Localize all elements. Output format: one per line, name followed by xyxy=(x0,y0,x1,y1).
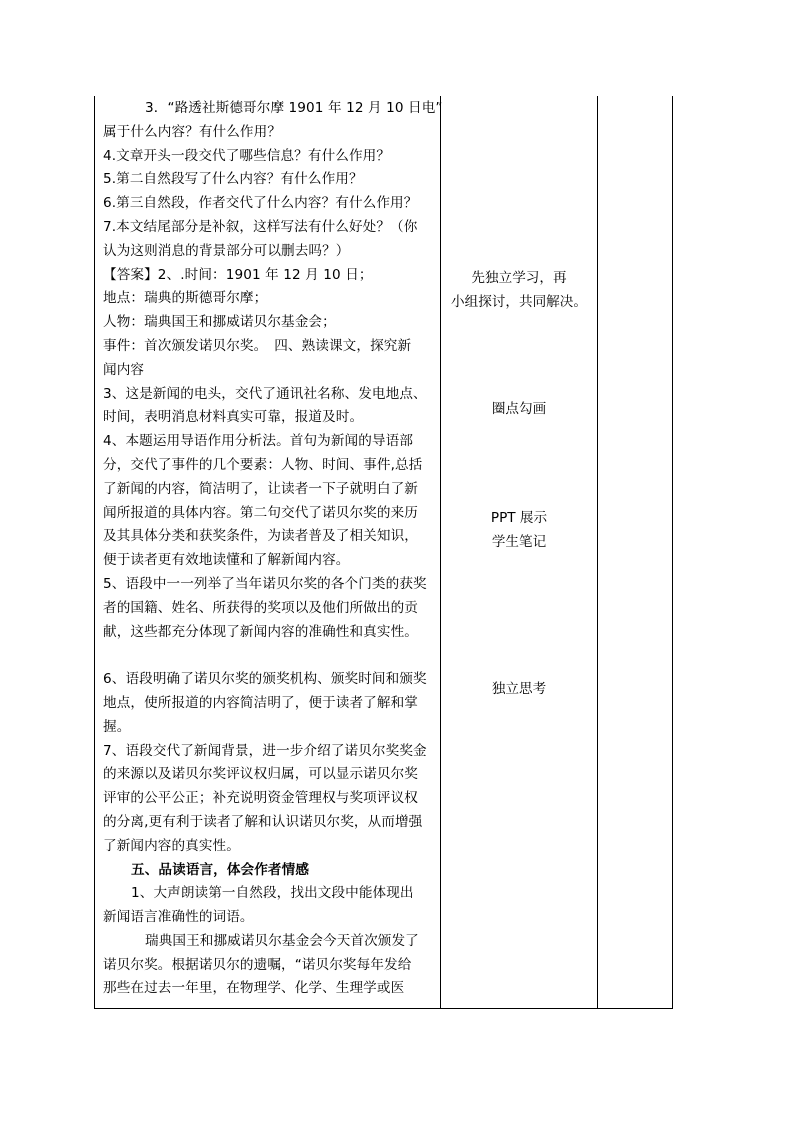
answer-6-cont-2: 握。 xyxy=(103,718,131,735)
table-border-col3 xyxy=(597,96,598,1009)
answer-4-cont-3: 闻所报道的具体内容。第二句交代了诺贝尔奖的来历 xyxy=(103,504,418,521)
question-7: 7.本文结尾部分是补叙，这样写法有什么好处？（你 xyxy=(103,218,418,235)
answer-5: 5、语段中一一列举了当年诺贝尔奖的各个门类的获奖 xyxy=(103,575,427,592)
answer-6-cont-1: 地点，使所报道的内容简洁明了，便于读者了解和掌 xyxy=(103,694,418,711)
answer-4-cont-2: 了新闻的内容，简洁明了，让读者一下子就明白了新 xyxy=(103,480,418,497)
activity-circle-mark xyxy=(441,397,597,421)
question-5: 5.第二自然段写了什么内容？有什么作用？ xyxy=(103,171,363,188)
question-3: 3．“路透社斯德哥尔摩 1901 年 12 月 10 日电” xyxy=(145,100,443,116)
answer-4-cont-5: 便于读者更有效地读懂和了解新闻内容。 xyxy=(103,552,350,569)
answer-people: 人物：瑞典国王和挪威诺贝尔基金会； xyxy=(103,314,336,331)
activity-ppt xyxy=(441,506,597,554)
table-border-right xyxy=(672,96,673,1009)
answer-event-cont: 闻内容 xyxy=(103,361,145,378)
answer-event: 事件：首次颁发诺贝尔奖。 四、熟读课文，探究新 xyxy=(103,337,412,354)
activity-self-study-line-2: 小组探讨，共同解决。 xyxy=(451,294,587,310)
answer-5-cont-1: 者的国籍、姓名、所获得的奖项以及他们所做出的贡 xyxy=(103,599,418,616)
answer-3: 3、这是新闻的电头，交代了通讯社名称、发电地点、 xyxy=(103,385,427,402)
section-5-heading: 五、品读语言，体会作者情感 xyxy=(131,861,310,878)
lesson-content-cell xyxy=(103,97,443,1001)
question-6: 6.第三自然段，作者交代了什么内容？有什么作用？ xyxy=(103,195,418,212)
question-7-cont: 认为这则消息的背景部分可以删去吗？） xyxy=(103,242,350,259)
answer-7: 7、语段交代了新闻背景，进一步介绍了诺贝尔奖奖金 xyxy=(103,742,427,759)
task-1: 1、大声朗读第一自然段，找出文段中能体现出 xyxy=(131,885,414,902)
answer-6: 6、语段明确了诺贝尔奖的颁奖机构、颁奖时间和颁奖 xyxy=(103,671,427,688)
answer-4: 4、本题运用导语作用分析法。首句为新闻的导语部 xyxy=(103,433,414,450)
question-3-cont: 属于什么内容？有什么作用？ xyxy=(103,123,282,140)
excerpt-line-2: 诺贝尔奖。根据诺贝尔的遗嘱，“诺贝尔奖每年发给 xyxy=(103,956,412,973)
table-border-bottom xyxy=(94,1008,673,1009)
excerpt-line-3: 那些在过去一年里，在物理学、化学、生理学或医 xyxy=(103,980,405,997)
answer-time: 【答案】2、.时间：1901 年 12 月 10 日； xyxy=(103,266,373,283)
answer-4-cont-1: 分，交代了事件的几个要素：人物、时间、事件,总括 xyxy=(103,456,423,473)
activity-ppt-show: PPT 展示 xyxy=(490,510,548,526)
answer-3-cont: 时间，表明消息材料真实可靠，报道及时。 xyxy=(103,409,364,426)
blank-line xyxy=(103,644,433,668)
excerpt-line-1: 瑞典国王和挪威诺贝尔基金会今天首次颁发了 xyxy=(145,932,419,949)
answer-place: 地点：瑞典的斯德哥尔摩； xyxy=(103,290,268,307)
answer-5-cont-2: 献，这些都充分体现了新闻内容的准确性和真实性。 xyxy=(103,623,418,640)
task-1-cont: 新闻语言准确性的词语。 xyxy=(103,909,254,926)
answer-7-cont-2: 评审的公平公正；补充说明资金管理权与奖项评议权 xyxy=(103,790,418,807)
activity-independent-thinking-text: 独立思考 xyxy=(491,681,547,697)
answer-7-cont-4: 了新闻内容的真实性。 xyxy=(103,837,240,854)
answer-7-cont-3: 的分离,更有利于读者了解和认识诺贝尔奖，从而增强 xyxy=(103,813,423,830)
answer-7-cont-1: 的来源以及诺贝尔奖评议权归属，可以显示诺贝尔奖 xyxy=(103,766,418,783)
activity-self-study xyxy=(441,266,597,314)
activity-circle-mark-text: 圈点勾画 xyxy=(491,401,547,417)
table-border-left xyxy=(94,96,95,1009)
activity-independent-thinking xyxy=(441,677,597,701)
answer-4-cont-4: 及其具体分类和获奖条件，为读者普及了相关知识， xyxy=(103,528,418,545)
activity-self-study-line-1: 先独立学习，再 xyxy=(471,270,567,286)
question-4: 4.文章开头一段交代了哪些信息？有什么作用？ xyxy=(103,147,391,164)
activity-student-notes: 学生笔记 xyxy=(491,534,547,550)
